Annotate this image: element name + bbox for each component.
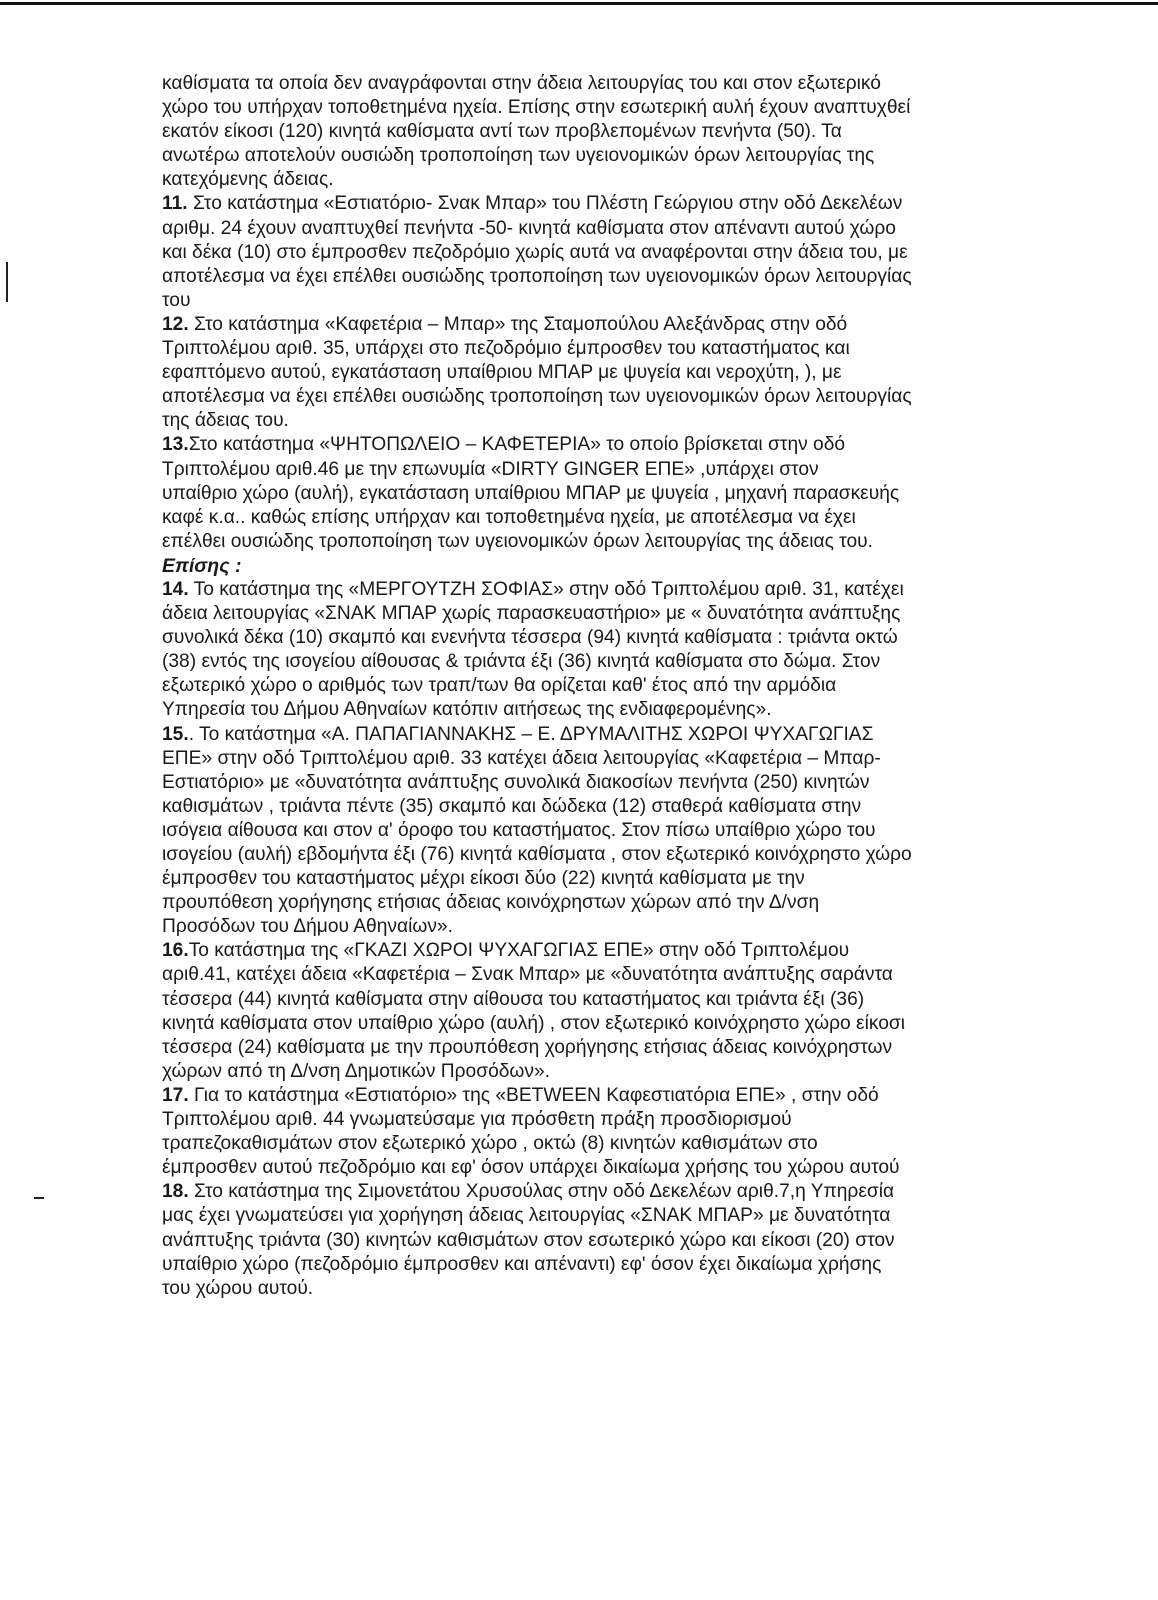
line-text: Το κατάστημα της «ΓΚΑΖΙ ΧΩΡΟΙ ΨΥΧΑΓΩΓΙΑΣ ΕΠΕ» στην οδό Τριπτολέμου <box>188 940 850 962</box>
text-line <box>162 168 1052 192</box>
item-number: 13. <box>162 434 189 456</box>
item-number: 12. <box>162 313 189 335</box>
line-text: Τριπτολέμου αριθ. 44 γνωματεύσαμε για πρόσθετη πράξη προσδιορισμού <box>162 1109 792 1131</box>
line-text: Για το κατάστημα «Εστιατόριο» της «BETWEEN Καφεστιατόρια ΕΠΕ» , στην οδό <box>188 1084 879 1106</box>
line-text: Το κατάστημα της «ΜΕΡΓΟΥΤΖΗ ΣΟΦΙΑΣ» στην οδό Τριπτολέμου αριθ. 31, κατέχει <box>188 578 904 600</box>
line-text: Στο κατάστημα «Καφετέρια – Μπαρ» της Σταμοπούλου Αλεξάνδρας στην οδό <box>188 313 848 335</box>
line-text: καφέ κ.α.. καθώς επίσης υπήρχαν και τοποθετημένα ηχεία, με αποτέλεσμα να έχει <box>162 506 856 528</box>
line-text: Επίσης : <box>162 554 242 577</box>
text-line <box>162 1229 1052 1253</box>
line-text: . Το κατάστημα «Α. ΠΑΠΑΓΙΑΝΝΑΚΗΣ – Ε. ΔΡΥΜΑΛΙΤΗΣ ΧΩΡΟΙ ΨΥΧΑΓΩΓΙΑΣ <box>188 723 874 745</box>
text-line <box>162 144 1052 168</box>
line-text: (38) εντός της ισογείου αίθουσας & τριάντα έξι (36) κινητά καθίσματα στο δώμα. Στον <box>162 651 881 673</box>
line-text: του <box>162 289 191 311</box>
text-line <box>162 482 1052 506</box>
line-text: της άδειας του. <box>162 410 289 432</box>
text-line <box>162 433 1052 457</box>
text-line <box>162 265 1052 289</box>
text-line <box>162 867 1052 891</box>
line-text: Τριπτολέμου αριθ. 35, υπάρχει στο πεζοδρόμιο έμπροσθεν του καταστήματος και <box>162 338 850 360</box>
scan-dash-mark <box>34 1197 44 1199</box>
line-text: τέσσερα (24) καθίσματα με την προυπόθεση χορήγησης ετήσιας άδειας κοινόχρηστων <box>162 1036 893 1058</box>
text-line <box>162 385 1052 409</box>
text-line <box>162 819 1052 843</box>
text-line <box>162 1180 1052 1204</box>
text-line <box>162 723 1052 747</box>
text-line <box>162 361 1052 385</box>
text-line <box>162 650 1052 674</box>
line-text: ισόγεια αίθουσα και στον α' όροφο του καταστήματος. Στον πίσω υπαίθριο χώρο του <box>162 819 876 841</box>
line-text: μας έχει γνωματεύσει για χορήγηση άδειας λειτουργίας «ΣΝΑΚ ΜΠΑΡ» με δυνατότητα <box>162 1205 891 1227</box>
line-text: Υπηρεσία του Δήμου Αθηναίων κατόπιν αιτήσεως της ενδιαφερομένης». <box>162 699 772 721</box>
line-text: εκατόν είκοσι (120) κινητά καθίσματα αντί των προβλεπομένων πενήντα (50). Τα <box>162 121 842 143</box>
left-margin-mark <box>6 262 8 302</box>
item-number: 14. <box>162 578 189 600</box>
text-line <box>162 1012 1052 1036</box>
line-text: Εστιατόριο» με «δυνατότητα ανάπτυξης συνολικά διακοσίων πενήντα (250) κινητών <box>162 771 870 793</box>
line-text: καθίσματα τα οποία δεν αναγράφονται στην άδεια λειτουργίας του και στον εξωτερικό <box>162 73 881 94</box>
line-text: ισογείου (αυλή) εβδομήντα έξι (76) κινητά καθίσματα , στον εξωτερικό κοινόχρηστο χώρο <box>162 844 912 865</box>
line-text: Στο κατάστημα «Εστιατόριο- Σνακ Μπαρ» του Πλέστη Γεώργιου στην οδό Δεκελέων <box>187 193 903 215</box>
text-line <box>162 988 1052 1012</box>
line-text: επέλθει ουσιώδης τροποποίηση των υγειονομικών όρων λειτουργίας της άδειας του. <box>162 530 873 552</box>
line-text: καθισμάτων , τριάντα πέντε (35) σκαμπό και δώδεκα (12) σταθερά καθίσματα στην <box>162 795 862 817</box>
text-line <box>162 313 1052 337</box>
text-line <box>162 1036 1052 1060</box>
line-text: υπαίθριο χώρο (πεζοδρόμιο έμπροσθεν και απέναντι) εφ' όσον έχει δικαίωμα χρήσης <box>162 1253 882 1275</box>
line-text: εφαπτόμενο αυτού, εγκατάσταση υπαίθριου ΜΠΑΡ με ψυγεία και νεροχύτη, ), με <box>162 362 842 384</box>
line-text: Τριπτολέμου αριθ.46 με την επωνυμία «DIRTY GINGER ΕΠΕ» ,υπάρχει στον <box>162 458 819 480</box>
line-text: κατεχόμενης άδειας. <box>162 169 334 191</box>
text-line <box>162 602 1052 626</box>
text-line <box>162 915 1052 939</box>
text-line <box>162 241 1052 265</box>
text-line <box>162 1253 1052 1277</box>
top-border-rule <box>0 2 1158 5</box>
text-line <box>162 120 1052 144</box>
item-number: 18. <box>162 1181 189 1203</box>
text-line <box>162 843 1052 867</box>
text-line <box>162 674 1052 698</box>
line-text: υπαίθριο χώρο (αυλή), εγκατάσταση υπαίθριου ΜΠΑΡ με ψυγεία , μηχανή παρασκευής <box>162 482 900 504</box>
text-line <box>162 96 1052 120</box>
line-text: Προσόδων του Δήμου Αθηναίων». <box>162 916 453 938</box>
text-line <box>162 337 1052 361</box>
text-line <box>162 506 1052 530</box>
line-text: προυπόθεση χορήγησης ετήσιας άδειας κοινόχρηστων χώρων από την Δ/νση <box>162 892 820 914</box>
item-number: 11. <box>162 193 188 215</box>
text-line <box>162 1084 1052 1108</box>
text-line <box>162 1108 1052 1132</box>
text-line <box>162 963 1052 987</box>
text-line <box>162 626 1052 650</box>
text-line <box>162 1060 1052 1084</box>
item-number: 17. <box>162 1084 189 1106</box>
text-line <box>162 192 1052 216</box>
line-text: και δέκα (10) στο έμπροσθεν πεζοδρόμιο χωρίς αυτά να αναφέρονται στην άδεια του, με <box>162 241 908 263</box>
text-line <box>162 698 1052 722</box>
text-line <box>162 217 1052 241</box>
line-text: ΕΠΕ» στην οδό Τριπτολέμου αριθ. 33 κατέχει άδεια λειτουργίας «Καφετέρια – Μπαρ- <box>162 747 881 769</box>
section-heading <box>162 554 1052 578</box>
text-line <box>162 72 1052 96</box>
line-text: τραπεζοκαθισμάτων στον εξωτερικό χώρο , οκτώ (8) κινητών καθισμάτων στο <box>162 1133 818 1155</box>
text-line <box>162 530 1052 554</box>
line-text: αριθμ. 24 έχουν αναπτυχθεί πενήντα -50- κινητά καθίσματα στον απέναντι αυτού χώρο <box>162 217 896 239</box>
line-text: αποτέλεσμα να έχει επέλθει ουσιώδης τροποποίηση των υγειονομικών όρων λειτουργίας <box>162 265 912 287</box>
line-text: χώρο του υπήρχαν τοποθετημένα ηχεία. Επίσης στην εσωτερική αυλή έχουν αναπτυχθεί <box>162 97 911 119</box>
text-line <box>162 1132 1052 1156</box>
line-text: τέσσερα (44) κινητά καθίσματα στην αίθουσα του καταστήματος και τριάντα έξι (36) <box>162 988 865 1010</box>
item-number: 16. <box>162 940 189 962</box>
line-text: ανάπτυξης τριάντα (30) κινητών καθισμάτων στον εσωτερικό χώρο και είκοσι (20) στον <box>162 1229 895 1251</box>
line-text: του χώρου αυτού. <box>162 1277 314 1299</box>
text-line <box>162 747 1052 771</box>
text-line <box>162 771 1052 795</box>
text-line <box>162 795 1052 819</box>
line-text: αποτέλεσμα να έχει επέλθει ουσιώδης τροποποίηση των υγειονομικών όρων λειτουργίας <box>162 386 912 408</box>
line-text: Στο κατάστημα της Σιμονετάτου Χρυσούλας στην οδό Δεκελέων αριθ.7,η Υπηρεσία <box>188 1181 895 1203</box>
text-line <box>162 409 1052 433</box>
text-line <box>162 289 1052 313</box>
line-text: συνολικά δέκα (10) σκαμπό και ενενήντα τέσσερα (94) κινητά καθίσματα : τριάντα οκτώ <box>162 627 898 649</box>
text-line <box>162 1156 1052 1180</box>
line-text: χώρων από τη Δ/νση Δημοτικών Προσόδων». <box>162 1060 551 1082</box>
text-line <box>162 458 1052 482</box>
line-text: κινητά καθίσματα στον υπαίθριο χώρο (αυλή) , στον εξωτερικό κοινόχρηστο χώρο είκοσι <box>162 1012 905 1034</box>
document-body <box>162 72 1052 1301</box>
line-text: ανωτέρω αποτελούν ουσιώδη τροποποίηση των υγειονομικών όρων λειτουργίας της <box>162 145 875 167</box>
line-text: έμπροσθεν του καταστήματος μέχρι είκοσι δύο (22) κινητά καθίσματα με την <box>162 868 805 890</box>
text-line <box>162 891 1052 915</box>
line-text: άδεια λειτουργίας «ΣΝΑΚ ΜΠΑΡ χωρίς παρασκευαστήριο» με « δυνατότητα ανάπτυξης <box>162 603 901 625</box>
text-line <box>162 1277 1052 1301</box>
line-text: έμπροσθεν αυτού πεζοδρόμιο και εφ' όσον υπάρχει δικαίωμα χρήσης του χώρου αυτού <box>162 1157 900 1179</box>
line-text: εξωτερικό χώρο ο αριθμός των τραπ/των θα ορίζεται καθ' έτος από την αρμόδια <box>162 675 837 697</box>
line-text: αριθ.41, κατέχει άδεια «Καφετέρια – Σνακ Μπαρ» με «δυνατότητα ανάπτυξης σαράντα <box>162 964 893 986</box>
text-line <box>162 939 1052 963</box>
line-text: Στο κατάστημα «ΨΗΤΟΠΩΛΕΙΟ – ΚΑΦΕΤΕΡΙΑ» το οποίο βρίσκεται στην οδό <box>188 434 846 456</box>
item-number: 15. <box>162 723 189 745</box>
text-line <box>162 578 1052 602</box>
text-line <box>162 1204 1052 1228</box>
